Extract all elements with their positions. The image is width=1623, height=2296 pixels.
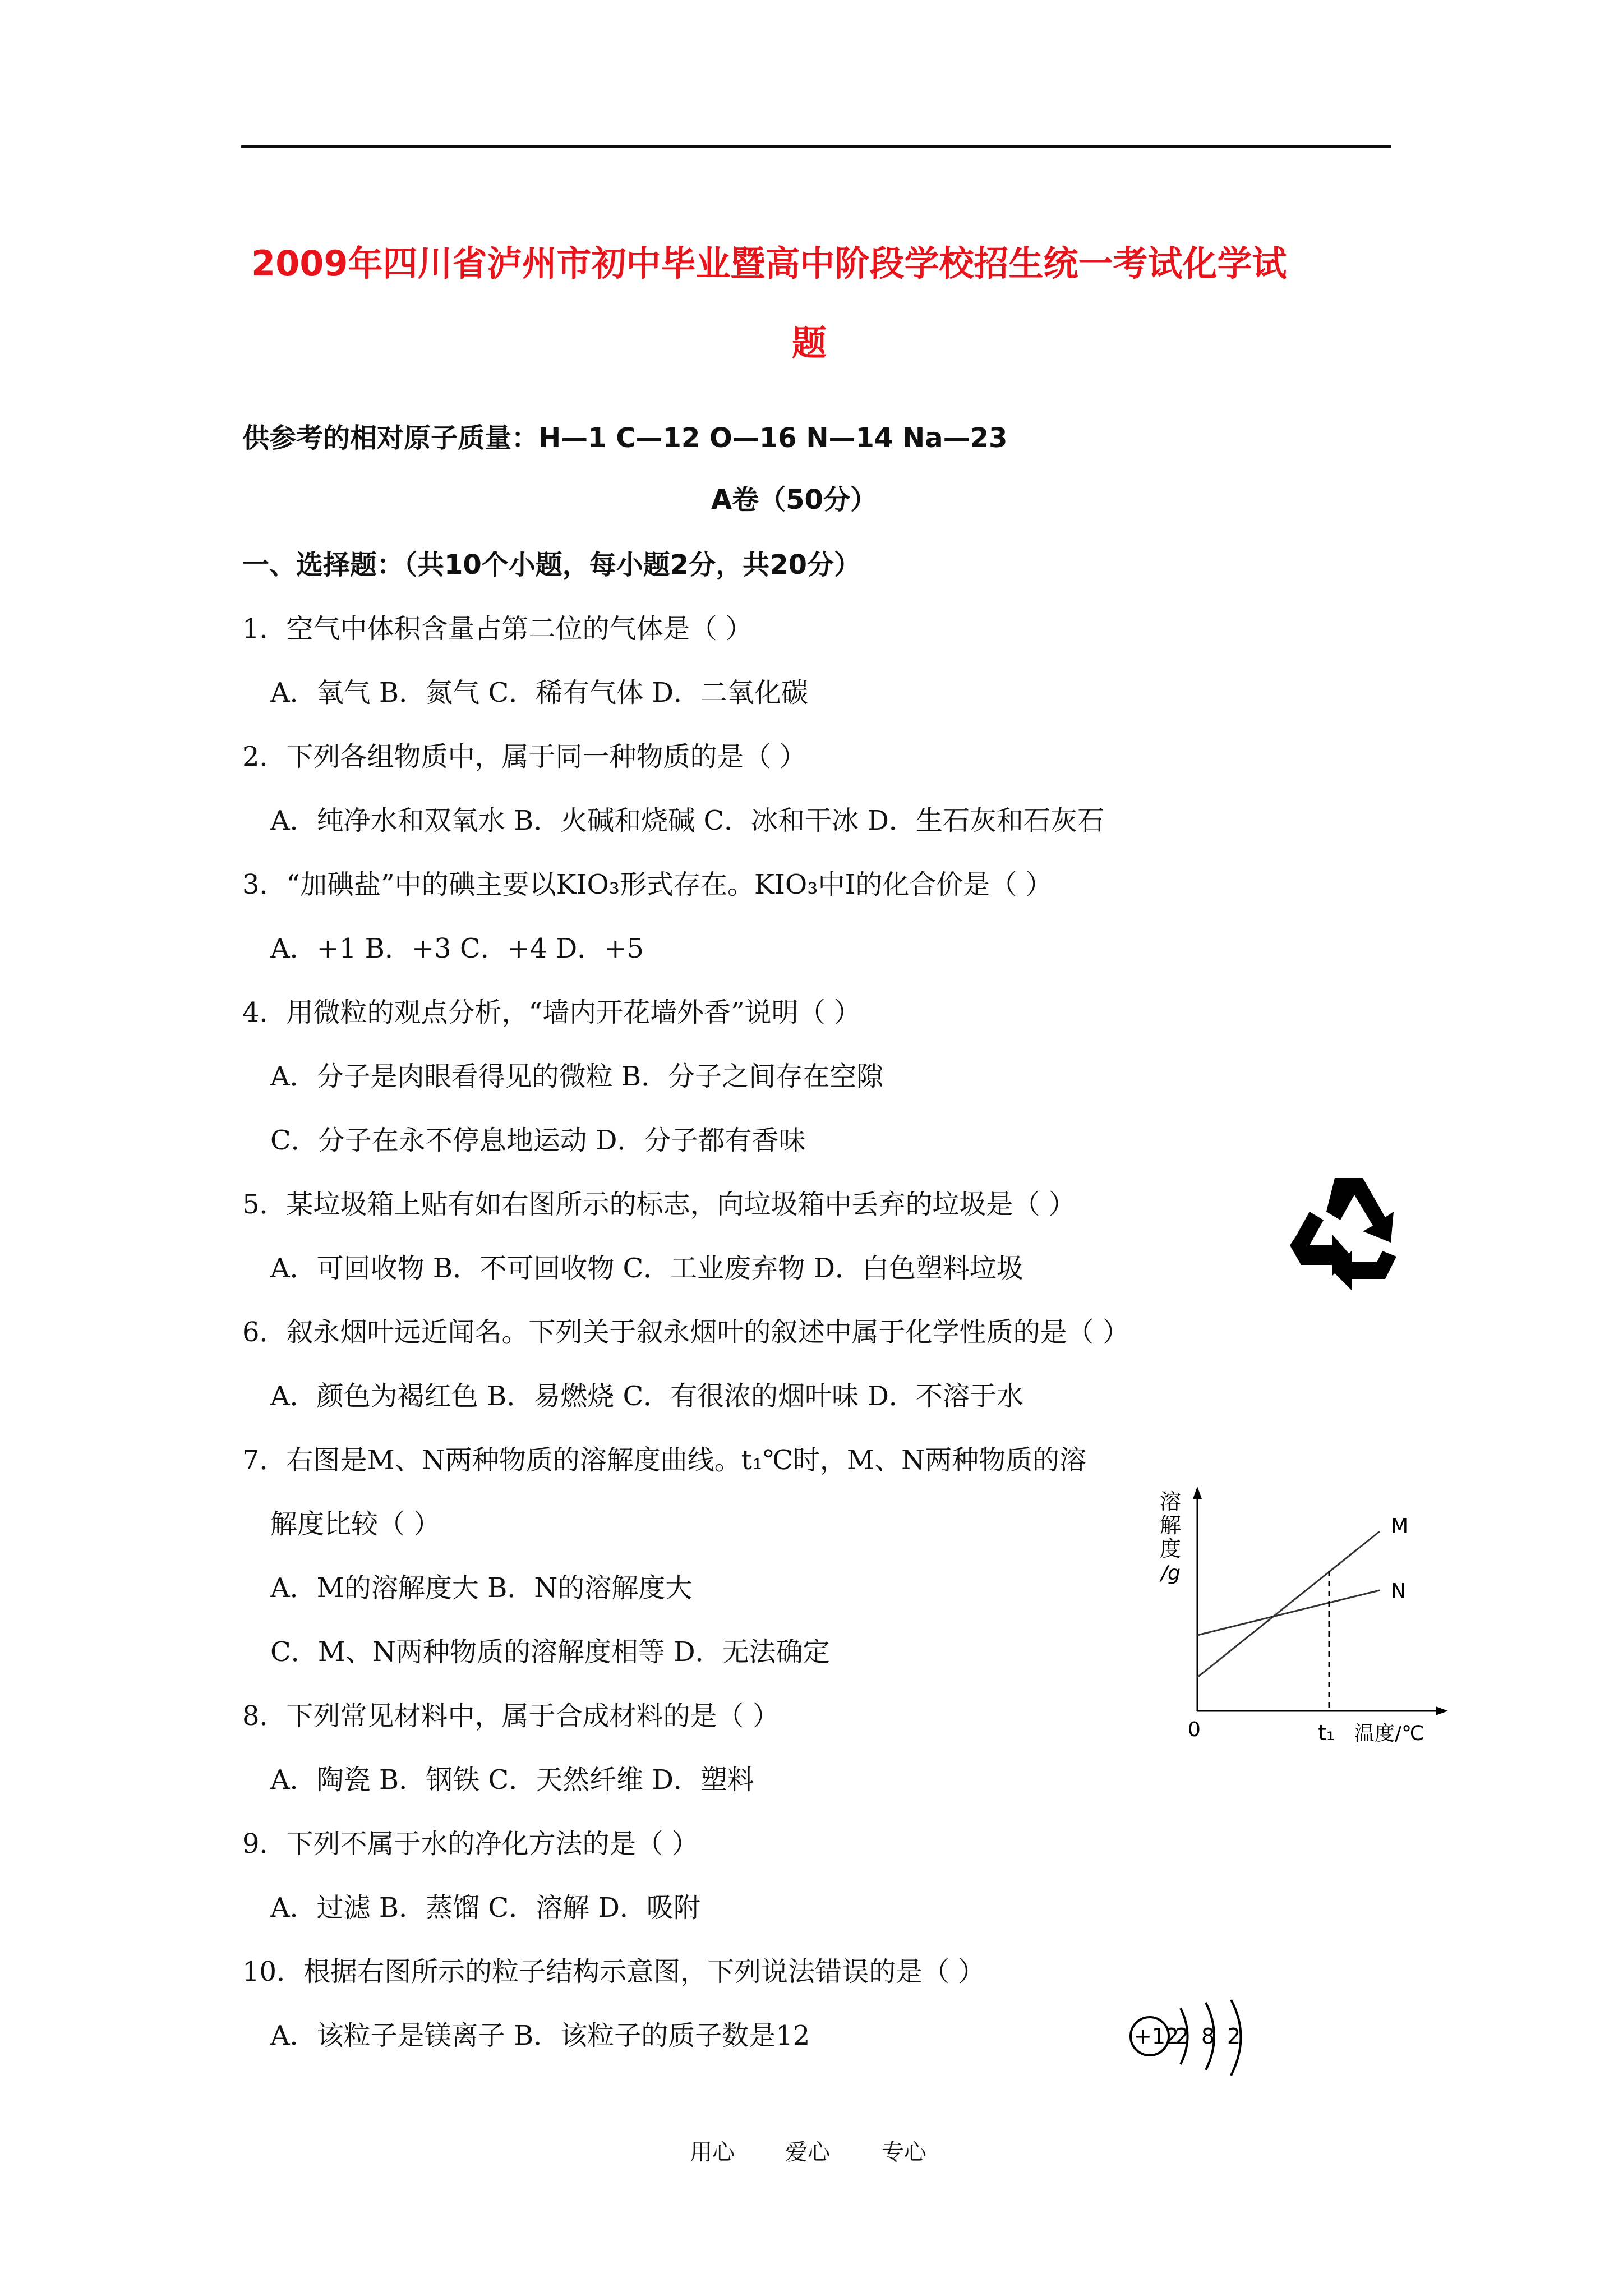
question-line: 10．根据右图所示的粒子结构示意图，下列说法错误的是（ ） [242,1956,985,1987]
shell-electrons-3: 2 [1227,2024,1241,2049]
y-axis-arrow [1193,1487,1202,1499]
curve-N [1197,1590,1380,1635]
question-line: 2．下列各组物质中，属于同一种物质的是（ ） [242,741,806,772]
question-line: 4．用微粒的观点分析，“墙内开花墙外香”说明（ ） [242,997,861,1028]
recycle-icon [1279,1167,1413,1296]
curve-M [1197,1531,1380,1677]
atomic-mass-note: 供参考的相对原子质量：H—1 C—12 O—16 N—14 Na—23 [242,422,1008,454]
question-options: A．纯净水和双氧水 B．火碱和烧碱 C．冰和干冰 D．生石灰和石灰石 [270,805,1104,836]
question-options: A．该粒子是镁离子 B．该粒子的质子数是12 [270,2020,810,2051]
shell-electrons-2: 8 [1201,2024,1215,2049]
footer-text-1: 用心 [690,2139,735,2165]
x-axis-arrow [1436,1706,1448,1715]
section-title: A卷（50分） [711,484,877,516]
y-label-4: /g [1161,1562,1181,1585]
origin-label: 0 [1188,1718,1201,1741]
page-title-line1: 2009年四川省泸州市初中毕业暨高中阶段学校招生统一考试化学试 [251,243,1287,284]
series-label-M: M [1391,1515,1409,1538]
atom-structure-diagram [1116,1986,1262,2092]
question-options: A．可回收物 B．不可回收物 C．工业废弃物 D．白色塑料垃圾 [270,1253,1023,1284]
y-label-2: 解 [1160,1513,1182,1538]
page-title-line2: 题 [792,323,827,364]
question-options: A．分子是肉眼看得见的微粒 B．分子之间存在空隙 [270,1061,884,1092]
question-line: 6．叙永烟叶远近闻名。下列关于叙永烟叶的叙述中属于化学性质的是（ ） [242,1317,1129,1348]
question-options: C．分子在永不停息地运动 D．分子都有香味 [270,1125,806,1156]
question-options: A．颜色为褐红色 B．易燃烧 C．有很浓的烟叶味 D．不溶于水 [270,1381,1023,1412]
y-label-3: 度 [1160,1536,1182,1561]
question-options: A．陶瓷 B．钢铁 C．天然纤维 D．塑料 [270,1764,754,1796]
question-line: 1．空气中体积含量占第二位的气体是（ ） [242,613,753,645]
question-options: A．M的溶解度大 B．N的溶解度大 [270,1572,693,1604]
question-line: 3．“加碘盐”中的碘主要以KIO₃形式存在。KIO₃中I的化合价是（ ） [242,869,1053,900]
question-options: A．+1 B．+3 C．+4 D．+5 [270,933,644,964]
nucleus-charge: +12 [1134,2024,1179,2049]
y-label-1: 溶 [1160,1489,1182,1514]
x-axis-label: 温度/℃ [1354,1722,1424,1745]
series-label-N: N [1391,1580,1406,1603]
part-title: 一、选择题：（共10个小题，每小题2分，共20分） [242,549,861,581]
question-line: 5．某垃圾箱上贴有如右图所示的标志，向垃圾箱中丢弃的垃圾是（ ） [242,1189,1076,1220]
question-options: A．氧气 B．氮气 C．稀有气体 D．二氧化碳 [270,677,808,708]
question-line: 7．右图是M、N两种物质的溶解度曲线。t₁℃时，M、N两种物质的溶 [242,1444,1087,1476]
question-line: 8．下列常见材料中，属于合成材料的是（ ） [242,1700,780,1732]
question-line: 9．下列不属于水的净化方法的是（ ） [242,1828,699,1860]
shell-electrons-1: 2 [1175,2024,1189,2049]
solubility-graph [1144,1481,1458,1750]
question-line-continued: 解度比较（ ） [270,1508,441,1540]
footer-text-3: 专心 [882,2139,926,2165]
question-options: A．过滤 B．蒸馏 C．溶解 D．吸附 [270,1892,700,1924]
header-rule [241,145,1391,148]
footer-text-2: 爱心 [785,2139,830,2165]
question-options: C．M、N两种物质的溶解度相等 D．无法确定 [270,1636,830,1668]
t1-label: t₁ [1318,1720,1335,1745]
